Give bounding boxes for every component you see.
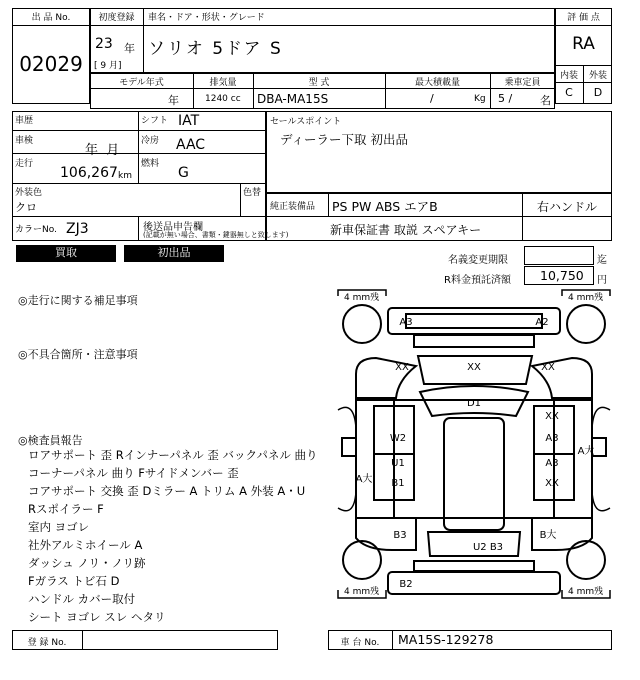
max-load-label: 最大積載量 (414, 78, 460, 88)
score: RA (572, 34, 595, 54)
color-no-label: カラーNo. (15, 225, 57, 235)
handle: 右ハンドル (536, 200, 597, 214)
interior-grade: C (565, 86, 573, 99)
fuel-label: 燃料 (141, 159, 160, 169)
inspector-line: コーナーパネル 曲り Fサイドメンバー 歪 (28, 466, 239, 480)
driving-notes-title: ◎走行に関する補足事項 (18, 294, 138, 307)
lot-number: 02029 (19, 52, 83, 76)
max-load: / (430, 92, 434, 105)
inspector-line: ハンドル カバー取付 (28, 592, 136, 606)
year-unit: 年 (124, 42, 135, 55)
recycle-label: R料金預託済額 (444, 275, 511, 286)
model-year-label: モデル年式 (119, 78, 164, 88)
equipment-label: 純正装備品 (270, 202, 316, 212)
inspector-line: Rスポイラー F (28, 502, 104, 516)
name-change-unit: 迄 (597, 255, 607, 266)
sales-point-label: セールスポイント (270, 117, 342, 127)
shift-label: シフト (141, 116, 169, 126)
post-docs-note: (記載が無い場合、書類・鍵器無しと致します) (143, 231, 289, 239)
exterior-grade: D (593, 86, 603, 99)
mark-door-right-front-1: XX (545, 411, 559, 422)
mark-windshield: D1 (466, 398, 482, 409)
model-name-label: 車名・ドア・形状・グレード (148, 13, 265, 23)
score-label: 評 価 点 (567, 13, 600, 23)
ac: AAC (176, 137, 206, 153)
mark-side-left: A大 (355, 474, 373, 485)
color-no: ZJ3 (66, 221, 89, 237)
mark-hood: XX (467, 362, 481, 373)
inspector-line: 社外アルミホイール A (28, 538, 143, 552)
mileage: 106,267 (60, 165, 118, 181)
chassis-no-label: 車 台 No. (340, 638, 380, 648)
interior-label: 内装 (559, 71, 578, 81)
displacement-label: 排気量 (209, 78, 237, 88)
mark-fender-left: XX (395, 362, 409, 373)
inspection-label: 車検 (15, 136, 34, 146)
tire-depth-fr: 4 mm残 (568, 293, 604, 303)
mark-front-bumper-right: A2 (535, 317, 549, 328)
car-damage-diagram (336, 288, 612, 600)
recycle-unit: 円 (597, 275, 607, 286)
fuel: G (178, 165, 189, 181)
name-change-label: 名義変更期限 (448, 255, 508, 266)
first-registration-label: 初度登録 (98, 13, 135, 23)
mark-door-left-rear-1: U1 (391, 458, 405, 469)
mileage-unit: km (118, 171, 132, 181)
ac-label: 冷房 (141, 136, 160, 146)
mark-quarter-right: B大 (539, 530, 557, 541)
buy-badge: 買取 (16, 245, 116, 262)
inspector-line: ロアサポート 歪 Rインナーパネル 歪 バックパネル 曲り (28, 448, 318, 462)
mark-door-right-rear-1: A3 (545, 458, 559, 469)
mark-side-right: A大 (577, 446, 595, 457)
name-change-box (524, 246, 594, 265)
max-load-unit: Kg (474, 94, 486, 104)
inspector-line: Fガラス トビ石 D (28, 574, 120, 588)
registration-month: [ 9 月] (94, 61, 122, 71)
chassis-no: MA15S-129278 (398, 632, 494, 647)
inspection-value: 年 月 (85, 143, 120, 158)
recycle-value: 10,750 (540, 268, 584, 283)
tire-depth-rr: 4 mm残 (568, 587, 604, 597)
car-name: ソリオ 5ドア S (148, 39, 283, 59)
equipment: PS PW ABS エアB (332, 199, 438, 214)
tire-depth-fl: 4 mm残 (344, 293, 380, 303)
mark-door-right-front-2: A3 (545, 433, 559, 444)
type-code: DBA-MA15S (257, 92, 329, 106)
capacity-unit: 名 (540, 94, 551, 107)
inspector-line: 室内 ヨゴレ (28, 520, 90, 534)
shift: IAT (178, 113, 200, 129)
model-year-unit: 年 (168, 94, 179, 107)
inspector-line: コアサポート 交換 歪 Dミラー A トリム A 外装 A・U (28, 484, 306, 498)
mark-rear-bumper: B2 (399, 579, 413, 590)
mark-fender-right: XX (541, 362, 555, 373)
registration-no-label: 登 録 No. (27, 638, 67, 648)
color-change-label: 色替 (243, 188, 262, 198)
type-label: 型 式 (308, 78, 330, 88)
mark-door-left-rear-2: B1 (391, 478, 405, 489)
warranty: 新車保証書 取説 スペアキー (330, 223, 482, 237)
defects-title: ◎不具合箇所・注意事項 (18, 348, 138, 361)
displacement: 1240 cc (205, 94, 241, 104)
lot-number-label: 出 品 No. (31, 13, 71, 23)
inspector-line: ダッシュ ノリ・ノリ跡 (28, 556, 146, 570)
registration-year: 23 (95, 36, 113, 52)
capacity-label: 乗車定員 (504, 78, 541, 88)
exterior-label: 外装 (588, 71, 607, 81)
mark-door-right-rear-2: XX (545, 478, 559, 489)
first-listing-badge: 初出品 (124, 245, 224, 262)
inspector-line: シート ヨゴレ スレ ヘタリ (28, 610, 166, 624)
ext-color-label: 外装色 (15, 188, 43, 198)
capacity: 5 / (498, 92, 513, 105)
mark-rear-gate: U2 B3 (472, 542, 504, 553)
sales-point: ディーラー下取 初出品 (280, 132, 408, 147)
mark-front-bumper-left: A3 (399, 317, 413, 328)
history-label: 車歴 (15, 116, 34, 126)
post-docs-label: 後送品申告欄 (143, 222, 203, 233)
ext-color: クロ (15, 201, 37, 214)
inspector-title: ◎検査員報告 (18, 434, 83, 447)
mileage-label: 走行 (15, 159, 34, 169)
mark-door-left-front: W2 (389, 433, 407, 444)
mark-quarter-left: B3 (393, 530, 407, 541)
tire-depth-rl: 4 mm残 (344, 587, 380, 597)
